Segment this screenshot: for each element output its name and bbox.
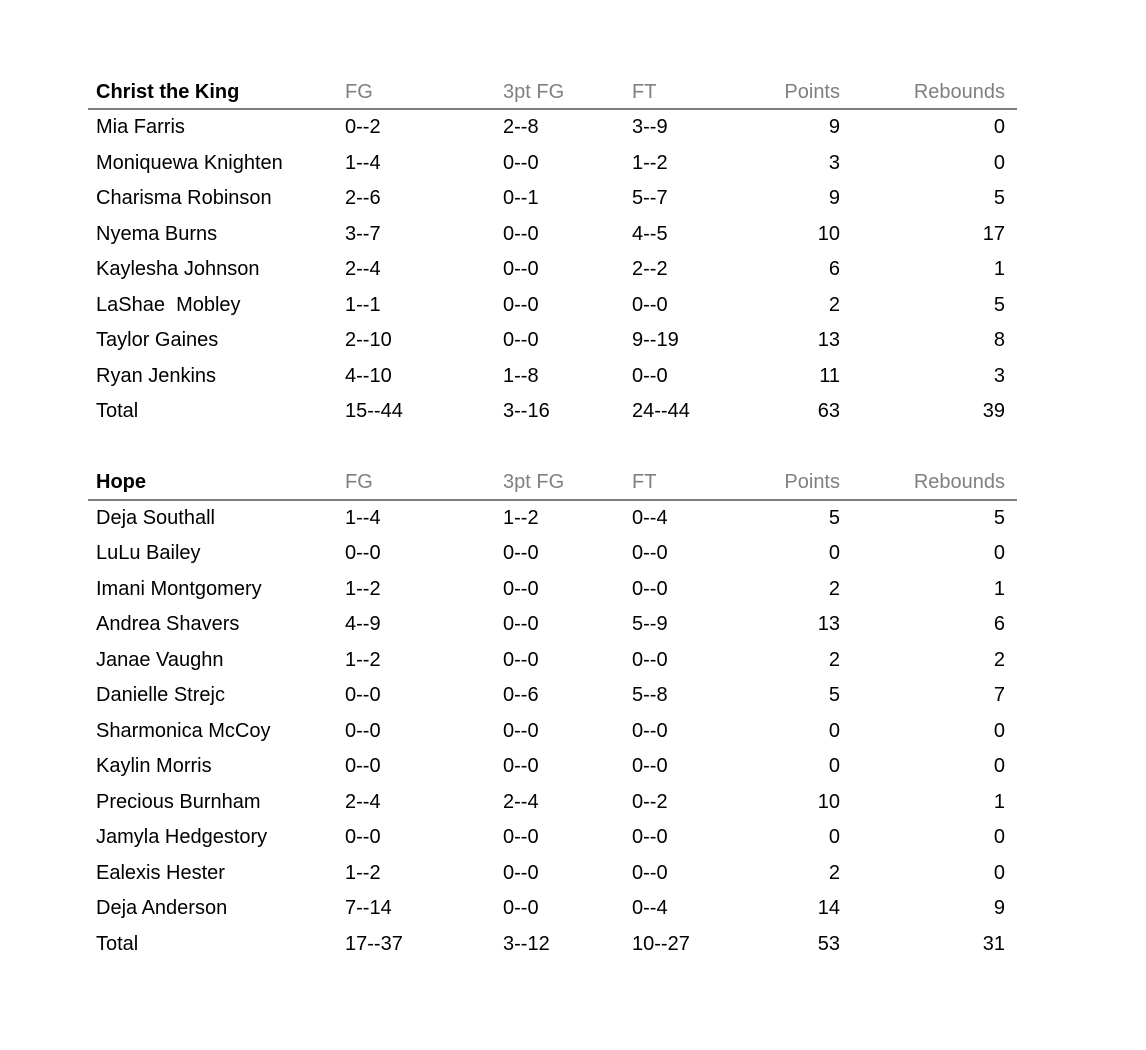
threept-fg-cell: 2--8: [503, 116, 539, 139]
fg-cell: 15--44: [345, 400, 403, 423]
fg-cell: 2--10: [345, 329, 392, 352]
total-row: [88, 927, 1017, 963]
player-row: [88, 607, 1017, 643]
fg-cell: 2--4: [345, 790, 381, 813]
points-cell: 9: [828, 187, 840, 210]
player-row: [88, 785, 1017, 821]
player-row: [88, 678, 1017, 714]
player-row: [88, 323, 1017, 359]
ft-cell: 0--0: [632, 719, 668, 742]
ft-cell: 0--0: [632, 648, 668, 671]
points-cell: 3: [828, 151, 840, 174]
player-name: LaShae Mobley: [96, 293, 241, 316]
col-header-fg: FG: [345, 467, 503, 500]
team-table-hope: [88, 467, 1017, 963]
threept-fg-cell: 0--0: [503, 719, 539, 742]
fg-cell: 1--4: [345, 506, 381, 529]
rebounds-cell: 1: [993, 790, 1005, 813]
player-row: [88, 856, 1017, 892]
points-cell: 2: [828, 293, 840, 316]
fg-cell: 2--4: [345, 258, 381, 281]
player-row: [88, 536, 1017, 572]
col-header-3pt-fg: 3pt FG: [503, 76, 632, 109]
fg-cell: 0--0: [345, 826, 381, 849]
col-header-3pt-fg: 3pt FG: [503, 467, 632, 500]
player-name: Nyema Burns: [96, 222, 218, 245]
rebounds-cell: 0: [993, 861, 1005, 884]
rebounds-cell: 7: [993, 684, 1005, 707]
threept-fg-cell: 0--0: [503, 542, 539, 565]
fg-cell: 1--4: [345, 151, 381, 174]
threept-fg-cell: 2--4: [503, 790, 539, 813]
threept-fg-cell: 0--0: [503, 151, 539, 174]
fg-cell: 17--37: [345, 932, 403, 955]
points-cell: 2: [828, 577, 840, 600]
fg-cell: 0--0: [345, 542, 381, 565]
ft-cell: 0--0: [632, 577, 668, 600]
points-cell: 53: [817, 932, 840, 955]
player-name: LuLu Bailey: [96, 542, 201, 565]
threept-fg-cell: 0--0: [503, 613, 539, 636]
ft-cell: 2--2: [632, 258, 668, 281]
player-name: Moniquewa Knighten: [96, 151, 283, 174]
total-label: Total: [96, 932, 139, 955]
rebounds-cell: 1: [993, 577, 1005, 600]
fg-cell: 1--2: [345, 861, 381, 884]
col-header-rebounds: Rebounds: [852, 467, 1017, 500]
player-name: Danielle Strejc: [96, 684, 225, 707]
rebounds-cell: 39: [982, 400, 1005, 423]
fg-cell: 7--14: [345, 897, 392, 920]
points-cell: 5: [828, 506, 840, 529]
points-cell: 10: [817, 222, 840, 245]
threept-fg-cell: 1--2: [503, 506, 539, 529]
threept-fg-cell: 0--0: [503, 826, 539, 849]
fg-cell: 1--2: [345, 577, 381, 600]
player-name: Deja Anderson: [96, 897, 228, 920]
rebounds-cell: 17: [982, 222, 1005, 245]
player-row: [88, 252, 1017, 288]
ft-cell: 0--0: [632, 826, 668, 849]
points-cell: 9: [828, 116, 840, 139]
rebounds-cell: 0: [993, 826, 1005, 849]
col-header-points: Points: [752, 76, 852, 109]
col-header-ft: FT: [632, 76, 752, 109]
player-row: [88, 288, 1017, 324]
ft-cell: 0--0: [632, 293, 668, 316]
col-header-points: Points: [752, 467, 852, 500]
threept-fg-cell: 3--16: [503, 400, 550, 423]
ft-cell: 4--5: [632, 222, 668, 245]
player-row: [88, 572, 1017, 608]
col-header-ft: FT: [632, 467, 752, 500]
rebounds-cell: 9: [993, 897, 1005, 920]
team-table-christ-the-king: [88, 76, 1017, 430]
rebounds-cell: 0: [993, 542, 1005, 565]
player-name: Kaylesha Johnson: [96, 258, 260, 281]
player-row: [88, 109, 1017, 146]
points-cell: 2: [828, 861, 840, 884]
total-row: [88, 394, 1017, 430]
threept-fg-cell: 0--0: [503, 329, 539, 352]
header-row: [88, 76, 1017, 109]
player-name: Janae Vaughn: [96, 648, 224, 671]
points-cell: 13: [817, 613, 840, 636]
fg-cell: 0--0: [345, 684, 381, 707]
points-cell: 5: [828, 684, 840, 707]
fg-cell: 1--1: [345, 293, 381, 316]
points-cell: 10: [817, 790, 840, 813]
player-name: Sharmonica McCoy: [96, 719, 271, 742]
rebounds-cell: 1: [993, 258, 1005, 281]
threept-fg-cell: 0--0: [503, 897, 539, 920]
header-row: [88, 467, 1017, 500]
player-row: [88, 891, 1017, 927]
threept-fg-cell: 0--0: [503, 861, 539, 884]
rebounds-cell: 5: [993, 506, 1005, 529]
points-cell: 63: [817, 400, 840, 423]
threept-fg-cell: 0--0: [503, 258, 539, 281]
threept-fg-cell: 1--8: [503, 364, 539, 387]
points-cell: 13: [817, 329, 840, 352]
fg-cell: 4--10: [345, 364, 392, 387]
fg-cell: 1--2: [345, 648, 381, 671]
player-row: [88, 749, 1017, 785]
ft-cell: 0--2: [632, 790, 668, 813]
player-row: [88, 643, 1017, 679]
rebounds-cell: 8: [993, 329, 1005, 352]
player-name: Andrea Shavers: [96, 613, 240, 636]
player-name: Ealexis Hester: [96, 861, 225, 884]
rebounds-cell: 3: [993, 364, 1005, 387]
ft-cell: 0--4: [632, 506, 668, 529]
fg-cell: 0--0: [345, 755, 381, 778]
rebounds-cell: 0: [993, 116, 1005, 139]
player-name: Taylor Gaines: [96, 329, 219, 352]
threept-fg-cell: 0--0: [503, 222, 539, 245]
threept-fg-cell: 0--0: [503, 293, 539, 316]
threept-fg-cell: 0--0: [503, 577, 539, 600]
player-row: [88, 500, 1017, 537]
ft-cell: 5--7: [632, 187, 668, 210]
player-row: [88, 146, 1017, 182]
points-cell: 6: [828, 258, 840, 281]
fg-cell: 3--7: [345, 222, 381, 245]
ft-cell: 10--27: [632, 932, 690, 955]
box-score-content: [88, 76, 1017, 962]
fg-cell: 2--6: [345, 187, 381, 210]
points-cell: 0: [828, 826, 840, 849]
player-name: Mia Farris: [96, 116, 185, 139]
player-name: Ryan Jenkins: [96, 364, 217, 387]
ft-cell: 24--44: [632, 400, 690, 423]
points-cell: 14: [817, 897, 840, 920]
team-name: Hope: [88, 467, 345, 500]
ft-cell: 0--0: [632, 364, 668, 387]
rebounds-cell: 31: [982, 932, 1005, 955]
threept-fg-cell: 3--12: [503, 932, 550, 955]
ft-cell: 0--4: [632, 897, 668, 920]
rebounds-cell: 5: [993, 293, 1005, 316]
player-name: Jamyla Hedgestory: [96, 826, 268, 849]
ft-cell: 0--0: [632, 861, 668, 884]
col-header-fg: FG: [345, 76, 503, 109]
player-name: Deja Southall: [96, 506, 215, 529]
player-row: [88, 217, 1017, 253]
rebounds-cell: 0: [993, 151, 1005, 174]
ft-cell: 0--0: [632, 755, 668, 778]
ft-cell: 0--0: [632, 542, 668, 565]
fg-cell: 0--0: [345, 719, 381, 742]
team-name: Christ the King: [88, 76, 345, 109]
ft-cell: 9--19: [632, 329, 679, 352]
ft-cell: 3--9: [632, 116, 668, 139]
points-cell: 0: [828, 755, 840, 778]
points-cell: 0: [828, 719, 840, 742]
rebounds-cell: 6: [993, 613, 1005, 636]
points-cell: 0: [828, 542, 840, 565]
player-name: Kaylin Morris: [96, 755, 212, 778]
player-name: Charisma Robinson: [96, 187, 272, 210]
threept-fg-cell: 0--6: [503, 684, 539, 707]
rebounds-cell: 0: [993, 755, 1005, 778]
col-header-rebounds: Rebounds: [852, 76, 1017, 109]
ft-cell: 5--8: [632, 684, 668, 707]
points-cell: 2: [828, 648, 840, 671]
ft-cell: 5--9: [632, 613, 668, 636]
fg-cell: 4--9: [345, 613, 381, 636]
player-row: [88, 820, 1017, 856]
player-row: [88, 181, 1017, 217]
threept-fg-cell: 0--1: [503, 187, 539, 210]
total-label: Total: [96, 400, 139, 423]
rebounds-cell: 0: [993, 719, 1005, 742]
player-name: Imani Montgomery: [96, 577, 262, 600]
rebounds-cell: 5: [993, 187, 1005, 210]
fg-cell: 0--2: [345, 116, 381, 139]
threept-fg-cell: 0--0: [503, 755, 539, 778]
ft-cell: 1--2: [632, 151, 668, 174]
rebounds-cell: 2: [993, 648, 1005, 671]
player-name: Precious Burnham: [96, 790, 261, 813]
threept-fg-cell: 0--0: [503, 648, 539, 671]
player-row: [88, 359, 1017, 395]
points-cell: 11: [819, 364, 840, 387]
player-row: [88, 714, 1017, 750]
